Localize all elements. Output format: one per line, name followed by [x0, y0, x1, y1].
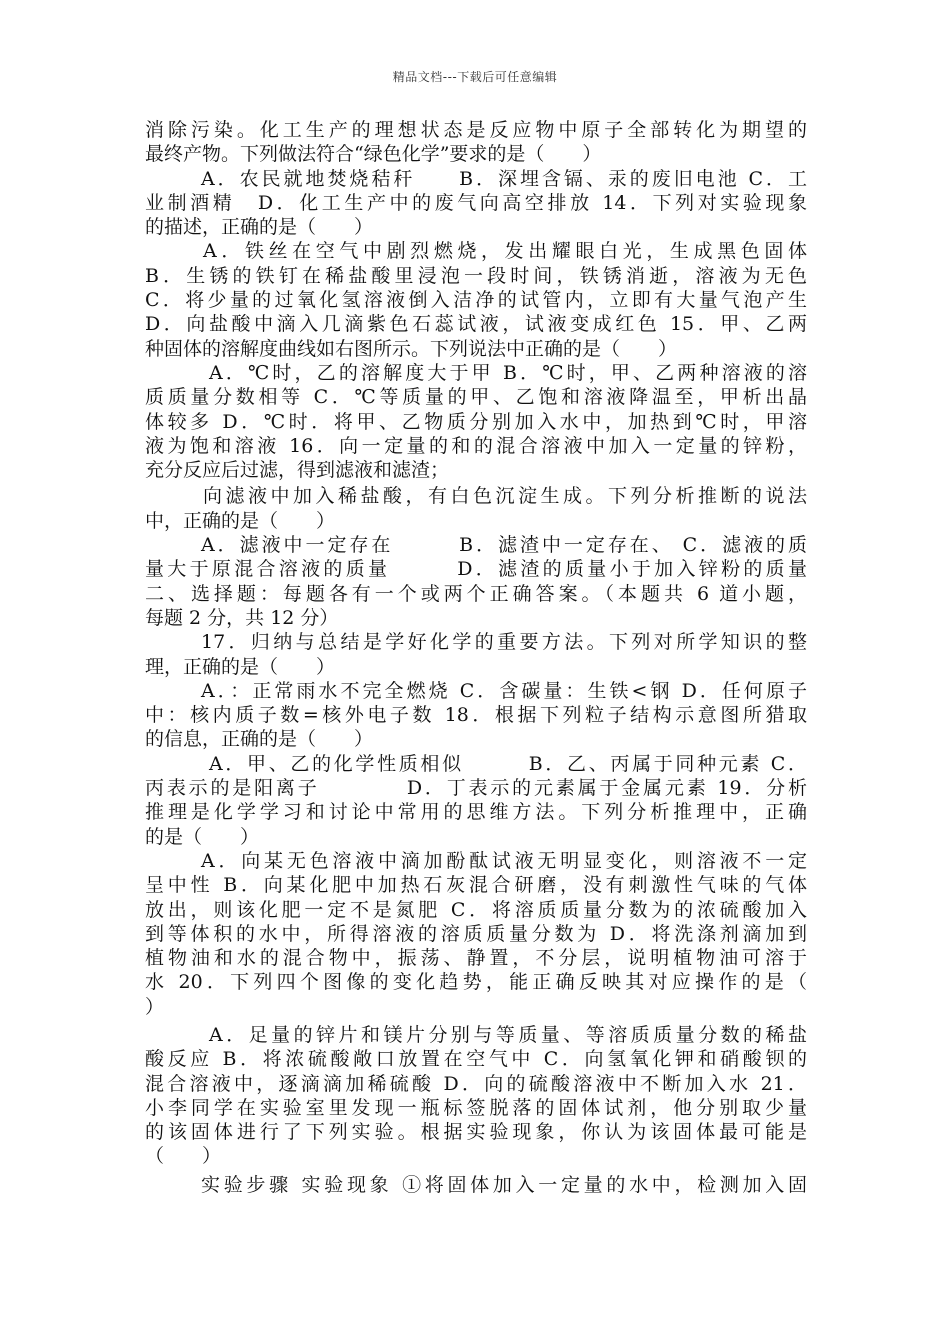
- text-line: 最终产物。下列做法符合“绿色化学”要求的是（ ）: [145, 143, 602, 166]
- text-line: A．足量的锌片和镁片分别与等质量、等溶质质量分数的稀盐: [209, 1023, 807, 1046]
- text-line: ）: [145, 995, 165, 1018]
- text-line: 实验步骤 实验现象 ①将固体加入一定量的水中，检测加入固: [201, 1173, 807, 1196]
- text-line: 液为饱和溶液 16．向一定量的和的混合溶液中加入一定量的锌粉，: [145, 434, 807, 457]
- text-line: 中，正确的是（ ）: [145, 509, 336, 532]
- text-line: A．：正常雨水不完全燃烧 C．含碳量：生铁<钢 D．任何原子: [201, 679, 807, 702]
- text-line: A．向某无色溶液中滴加酚酞试液无明显变化，则溶液不一定: [201, 849, 807, 872]
- text-line: 二、选择题：每题各有一个或两个正确答案。（本题共 6 道小题，: [145, 582, 807, 605]
- text-line: 植物油和水的混合物中，振荡、静置，不分层，说明植物油可溶于: [145, 947, 807, 970]
- text-line: 理，正确的是（ ）: [145, 655, 336, 678]
- text-line: 消除污染。化工生产的理想状态是反应物中原子全部转化为期望的: [145, 119, 807, 141]
- text-line: 量大于原混合溶液的质量 D．滤渣的质量小于加入锌粉的质量: [145, 558, 807, 581]
- text-line: 的该固体进行了下列实验。根据实验现象，你认为该固体最可能是: [145, 1121, 807, 1144]
- text-line: 业制酒精 D．化工生产中的废气向高空排放 14．下列对实验现象: [145, 191, 807, 214]
- text-line: 的是（ ）: [145, 825, 260, 848]
- page-header: 精品文档---下载后可任意编辑: [392, 70, 558, 84]
- text-line: C．将少量的过氧化氢溶液倒入洁净的试管内，立即有大量气泡产生: [145, 289, 807, 312]
- text-line: A．铁丝在空气中剧烈燃烧，发出耀眼白光，生成黑色固体: [203, 240, 807, 263]
- text-line: A．甲、乙的化学性质相似 B．乙、丙属于同种元素 C．: [209, 752, 807, 775]
- text-line: 充分反应后过滤，得到滤液和滤渣；: [145, 459, 450, 482]
- text-line: B．生锈的铁钉在稀盐酸里浸泡一段时间，铁锈消逝，溶液为无色: [145, 264, 807, 287]
- text-line: 的信息，正确的是（ ）: [145, 728, 374, 751]
- text-line: 质质量分数相等 C．℃等质量的甲、乙饱和溶液降温至，甲析出晶: [145, 386, 807, 409]
- text-line: 到等体积的水中，所得溶液的溶质质量分数为 D．将洗涤剂滴加到: [145, 922, 807, 945]
- text-line: （ ）: [145, 1145, 222, 1168]
- text-line: 17．归纳与总结是学好化学的重要方法。下列对所学知识的整: [201, 631, 807, 654]
- text-line: A．滤液中一定存在 B．滤渣中一定存在、 C．滤液的质: [201, 534, 807, 557]
- text-line: 体较多 D．℃时．将甲、乙物质分别加入水中，加热到℃时，甲溶: [145, 410, 807, 433]
- text-line: 混合溶液中，逐滴滴加稀硫酸 D．向的硫酸溶液中不断加入水 21．: [145, 1072, 807, 1095]
- text-line: D．向盐酸中滴入几滴紫色石蕊试液，试液变成红色 15．甲、乙两: [145, 313, 807, 336]
- text-line: 中：核内质子数=核外电子数 18．根据下列粒子结构示意图所猎取: [145, 704, 807, 727]
- text-line: 推理是化学学习和讨论中常用的思维方法。下列分析推理中，正确: [145, 801, 807, 824]
- text-line: A．℃时，乙的溶解度大于甲 B．℃时，甲、乙两种溶液的溶: [209, 361, 807, 384]
- text-line: 放出，则该化肥一定不是氮肥 C．将溶质质量分数为的浓硫酸加入: [145, 898, 807, 921]
- text-line: 水 20．下列四个图像的变化趋势，能正确反映其对应操作的是（: [145, 971, 807, 994]
- text-line: 丙表示的是阳离子 D．丁表示的元素属于金属元素 19．分析: [145, 777, 807, 800]
- text-line: A．农民就地焚烧秸秆 B．深埋含镉、汞的废旧电池 C．工: [201, 167, 807, 190]
- text-line: 酸反应 B．将浓硫酸敞口放置在空气中 C．向氢氧化钾和硝酸钡的: [145, 1048, 807, 1071]
- text-line: 小李同学在实验室里发现一瓶标签脱落的固体试剂，他分别取少量: [145, 1096, 807, 1119]
- text-line: 每题 2 分，共 12 分）: [145, 606, 339, 629]
- document-body: [145, 118, 807, 1197]
- text-line: 种固体的溶解度曲线如右图所示。下列说法中正确的是（ ）: [145, 337, 678, 360]
- text-line: 向滤液中加入稀盐酸，有白色沉淀生成。下列分析推断的说法: [203, 485, 807, 508]
- text-line: 的描述，正确的是（ ）: [145, 216, 374, 239]
- text-line: 呈中性 B．向某化肥中加热石灰混合研磨，没有刺激性气味的气体: [145, 874, 807, 897]
